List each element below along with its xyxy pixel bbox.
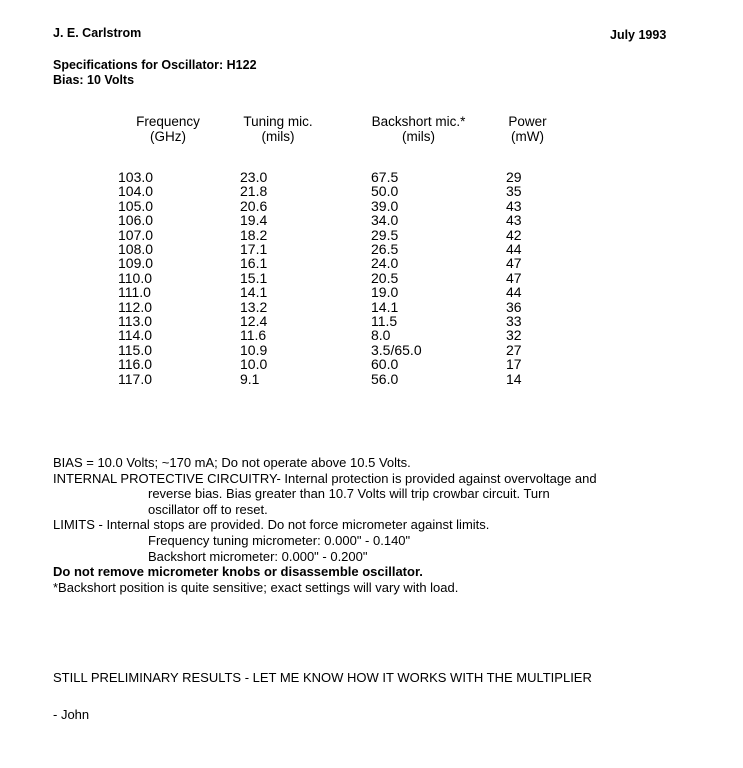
power-cell: 35 [506,183,522,200]
power-cell: 44 [506,284,522,301]
frequency-cell: 105.0 [118,197,154,214]
frequency-cell: 103.0 [118,169,154,185]
table-row [112,285,556,299]
tuning-cell: 14.1 [240,284,268,301]
table-row [112,184,556,198]
backshort-cell: 19.0 [371,284,399,301]
frequency-cell: 115.0 [118,341,152,358]
limits-note-line2: Frequency tuning micrometer: 0.000" - 0.140" [148,532,411,548]
backshort-cell: 20.5 [371,269,399,286]
table-row [112,372,556,386]
backshort-cell: 11.5 [371,313,398,330]
table-header-row [112,114,556,144]
column-header-unit: (GHz) [150,129,186,144]
frequency-cell: 116.0 [118,356,152,373]
frequency-cell: 112.0 [118,298,152,315]
power-cell: 17 [506,356,522,373]
tuning-cell: 15.1 [240,269,268,286]
author: J. E. Carlstrom [53,26,142,40]
column-header-backshort [338,114,499,144]
column-header-unit: (mW) [511,129,544,144]
table-body [112,170,556,386]
backshort-cell: 8.0 [371,327,391,344]
power-cell: 44 [506,241,522,258]
table-row [112,300,556,314]
backshort-cell: 34.0 [371,212,399,229]
table-row [112,256,556,270]
column-header-frequency [112,114,218,144]
backshort-cell: 67.5 [371,169,399,185]
oscillator-table [112,114,556,386]
power-cell: 36 [506,298,522,315]
tuning-cell: 21.8 [240,183,268,200]
tuning-cell: 12.4 [240,313,268,330]
spec-title: Specifications for Oscillator: H122 [53,58,257,72]
frequency-cell: 109.0 [118,255,154,272]
spec-bias: Bias: 10 Volts [53,73,135,87]
notes-section [53,455,733,595]
backshort-cell: 26.5 [371,241,399,258]
tuning-cell: 23.0 [240,169,268,185]
frequency-cell: 111.0 [118,284,151,301]
power-cell: 27 [506,341,522,358]
backshort-cell: 56.0 [371,370,399,387]
tuning-cell: 13.2 [240,298,268,315]
tuning-cell: 20.6 [240,197,268,214]
tuning-cell: 11.6 [240,327,267,344]
table-row [112,199,556,213]
bias-note: BIAS = 10.0 Volts; ~170 mA; Do not operate above 10.5 Volts. [53,455,411,470]
limits-note-line1: LIMITS - Internal stops are provided. Do not force micrometer against limits. [53,517,490,533]
tuning-cell: 16.1 [240,255,268,272]
frequency-cell: 106.0 [118,212,154,229]
tuning-cell: 10.9 [240,341,268,358]
frequency-cell: 108.0 [118,241,154,258]
tuning-cell: 18.2 [240,226,268,243]
power-cell: 33 [506,313,522,330]
tuning-cell: 10.0 [240,356,268,373]
protective-note-line1: INTERNAL PROTECTIVE CIRCUITRY- Internal protection is provided against overvoltage and [53,470,597,486]
table-row [112,228,556,242]
column-header-unit: (mils) [261,129,295,144]
column-header-unit: (mils) [402,129,435,144]
table-row [112,213,556,227]
table-row [112,242,556,256]
power-cell: 43 [506,197,522,214]
table-row [112,328,556,342]
backshort-cell: 3.5/65.0 [371,341,422,358]
table-row [112,357,556,371]
preliminary-remark: STILL PRELIMINARY RESULTS - LET ME KNOW HOW IT WORKS WITH THE MULTIPLIER [53,670,592,685]
power-cell: 29 [506,169,522,185]
backshort-cell: 14.1 [371,298,399,315]
column-header-label: Power [508,114,547,129]
power-cell: 14 [506,370,522,387]
frequency-cell: 117.0 [118,370,152,387]
tuning-cell: 17.1 [240,241,268,258]
document-date: July 1993 [610,28,667,42]
frequency-cell: 107.0 [118,226,154,243]
footnote: *Backshort position is quite sensitive; exact settings will vary with load. [53,579,459,595]
limits-note-line3: Backshort micrometer: 0.000" - 0.200" [148,548,368,564]
backshort-cell: 60.0 [371,356,399,373]
backshort-cell: 39.0 [371,197,399,214]
knobs-warning: Do not remove micrometer knobs or disassemble oscillator. [53,564,423,580]
power-cell: 42 [506,226,522,243]
protective-note-line3: oscillator off to reset. [148,501,268,517]
column-header-power [499,114,556,144]
table-row [112,170,556,184]
backshort-cell: 50.0 [371,183,399,200]
backshort-cell: 24.0 [371,255,399,272]
frequency-cell: 104.0 [118,183,154,200]
signoff: - John [53,707,90,722]
table-row [112,314,556,328]
table-row [112,271,556,285]
tuning-cell: 9.1 [240,370,260,387]
column-header-tuning [218,114,338,144]
power-cell: 32 [506,327,522,344]
column-header-label: Backshort mic.* [371,114,466,129]
frequency-cell: 114.0 [118,327,152,344]
column-header-label: Tuning mic. [243,114,313,129]
column-header-label: Frequency [136,114,200,129]
frequency-cell: 110.0 [118,269,152,286]
power-cell: 47 [506,269,522,286]
backshort-cell: 29.5 [371,226,399,243]
power-cell: 47 [506,255,522,272]
protective-note-line2: reverse bias. Bias greater than 10.7 Volts will trip crowbar circuit. Turn [148,486,550,502]
table-row [112,343,556,357]
tuning-cell: 19.4 [240,212,268,229]
power-cell: 43 [506,212,522,229]
frequency-cell: 113.0 [118,313,152,330]
